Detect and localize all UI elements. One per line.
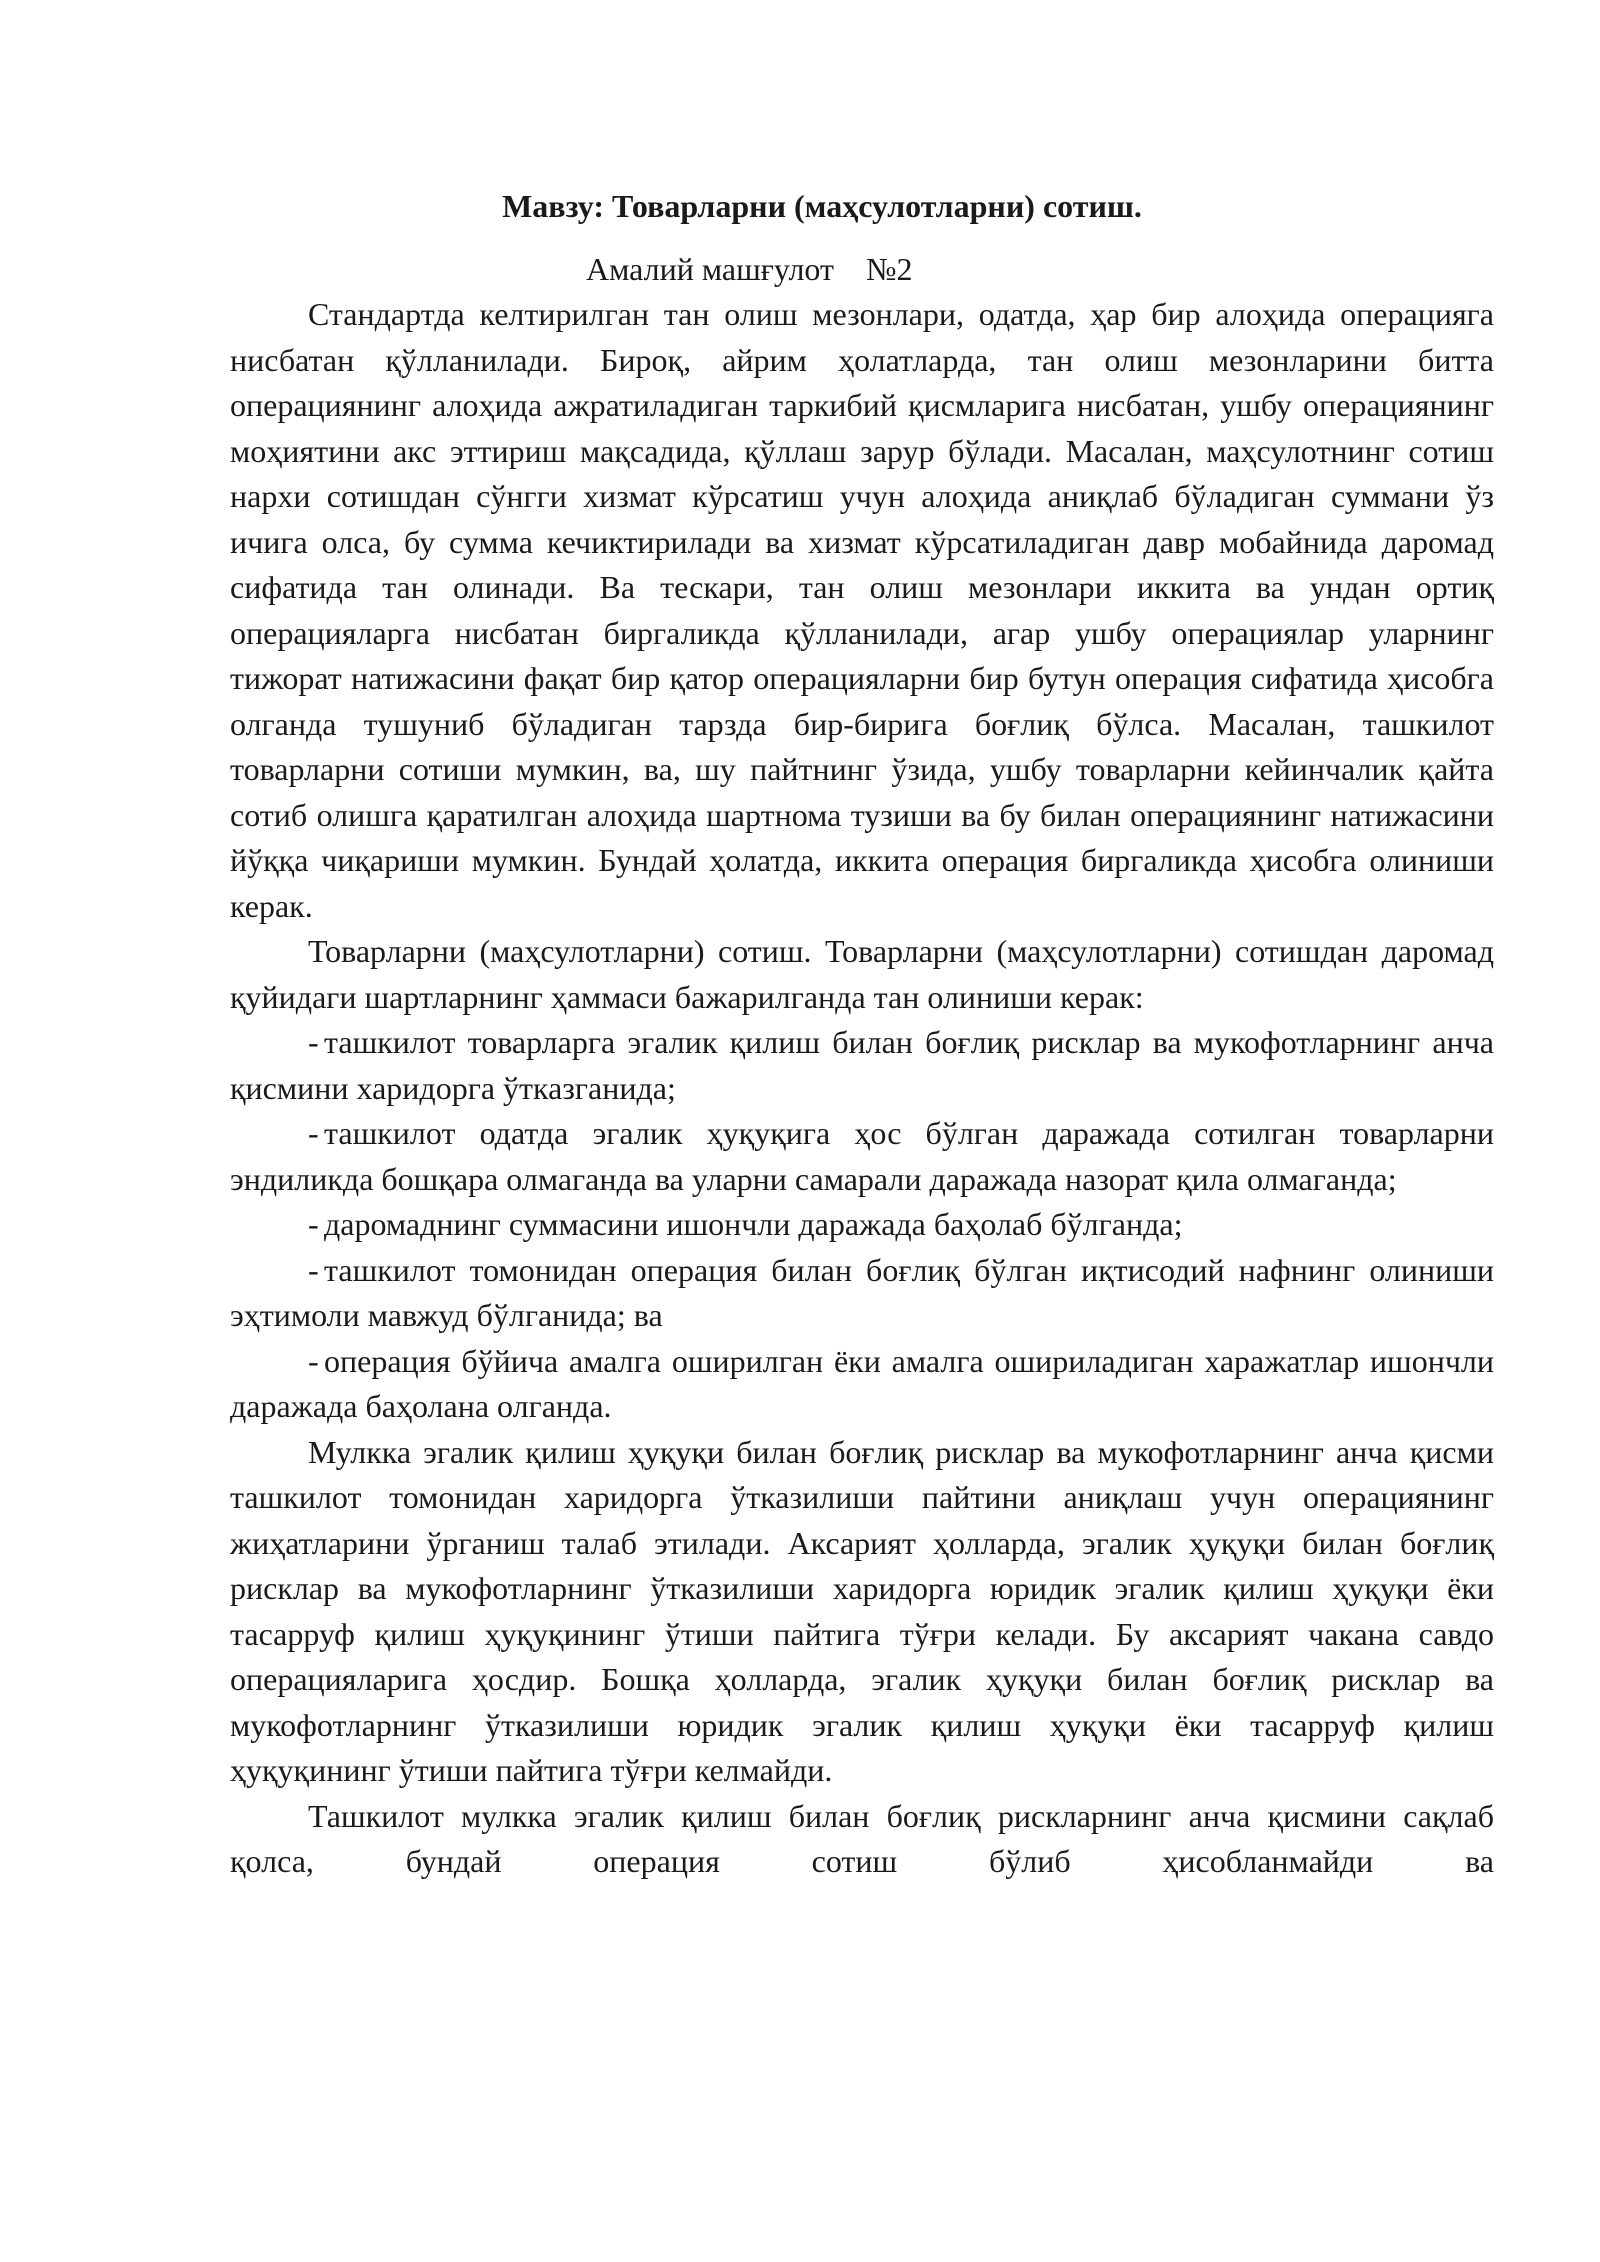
list-item-text: операция бўйича амалга оширилган ёки амалга ошириладиган харажатлар ишончли даражада баҳолана олганда.: [230, 1342, 1494, 1424]
list-item-text: ташкилот одатда эгалик ҳуқуқига ҳос бўлган даражада сотилган товарларни эндиликда бошқара олмаганда ва уларни самарали даражада назорат қила олмаганда;: [230, 1115, 1494, 1197]
list-item-text: ташкилот товарларга эгалик қилиш билан боғлиқ рисклар ва мукофотларнинг анча қисмини харидорга ўтказганида;: [230, 1024, 1494, 1106]
paragraph-recognition-criteria: Стандартда келтирилган тан олиш мезонлари, одатда, ҳар бир алоҳида операцияга нисбатан қўлланилади. Бироқ, айрим ҳолатларда, тан олиш мезонларини битта операциянинг алоҳида ажратиладиган таркибий қисмларига нисбатан, ушбу операциянинг моҳиятини акс эттириш мақсадида, қўллаш зарур бўлади. Масалан, маҳсулотнинг сотиш нархи сотишдан сўнгги хизмат кўрсатиш учун алоҳида аниқлаб бўладиган суммани ўз ичига олса, бу сумма кечиктирилади ва хизмат кўрсатиладиган давр мобайнида даромад сифатида тан олинади. Ва тескари, тан олиш мезонлари иккита ва ундан ортиқ операцияларга нисбатан биргаликда қўлланилади, агар ушбу операциялар уларнинг тижорат натижасини фақат бир қатор операцияларни бир бутун операция сифатида ҳисобга олганда тушуниб бўладиган тарзда бир-бирига боғлиқ бўлса. Масалан, ташкилот товарларни сотиши мумкин, ва, шу пайтнинг ўзида, ушбу товарларни кейинчалик қайта сотиб олишга қаратилган алоҳида шартнома тузиши ва бу билан операциянинг натижасини йўққа чиқариши мумкин. Бундай ҳолатда, иккита операция биргаликда ҳисобга олиниши керак.: [230, 296, 1494, 924]
list-dash: -: [308, 1115, 319, 1151]
list-dash: -: [308, 1342, 319, 1379]
list-item: [230, 1111, 1494, 1202]
document-title: Мавзу: Товарларни (маҳсулотларни) сотиш.: [502, 188, 1142, 224]
list-item: [230, 1202, 1494, 1248]
list-item: [230, 1248, 1494, 1339]
list-item-text: даромаднинг суммасини ишончли даражада баҳолаб бўлганда;: [324, 1206, 1183, 1242]
list-item: [230, 1020, 1494, 1111]
list-dash: -: [308, 1024, 319, 1060]
list-dash: -: [308, 1251, 319, 1288]
list-dash: -: [308, 1206, 319, 1242]
list-item-text: ташкилот томонидан операция билан боғлиқ бўлган иқтисодий нафнинг олиниши эҳтимоли мавжуд бўлганида; ва: [230, 1251, 1494, 1333]
paragraph-retained-risks: Ташкилот мулкка эгалик қилиш билан боғлиқ рискларнинг анча қисмини сақлаб қолса, бундай операция сотиш бўлиб ҳисобланмайди ва: [230, 1797, 1494, 1879]
paragraph-risks-transfer: Мулкка эгалик қилиш ҳуқуқи билан боғлиқ рисклар ва мукофотларнинг анча қисми ташкилот томонидан харидорга ўтказилиши пайтини аниқлаш учун операциянинг жиҳатларини ўрганиш талаб этилади. Аксарият ҳолларда, эгалик ҳуқуқи билан боғлиқ рисклар ва мукофотларнинг ўтказилиши харидорга юридик эгалик қилиш ҳуқуқи ёки тасарруф қилиш ҳуқуқининг ўтиши пайтига тўғри келади. Бу аксарият чакана савдо операцияларига ҳосдир. Бошқа ҳолларда, эгалик ҳуқуқи билан боғлиқ рисклар ва мукофотларнинг ўтказилиши юридик эгалик қилиш ҳуқуқи ёки тасарруф қилиш ҳуқуқининг ўтиши пайтига тўғри келмайди.: [230, 1433, 1494, 1788]
document-body: [230, 292, 1494, 1885]
list-item: [230, 1339, 1494, 1430]
paragraph-sale-of-goods: Товарларни (маҳсулотларни) сотиш. Товарларни (маҳсулотларни) сотишдан даромад қуйидаги шартларнинг ҳаммаси бажарилганда тан олиниши керак:: [230, 933, 1494, 1015]
document-subtitle: Амалий машғулот №2: [586, 251, 913, 287]
